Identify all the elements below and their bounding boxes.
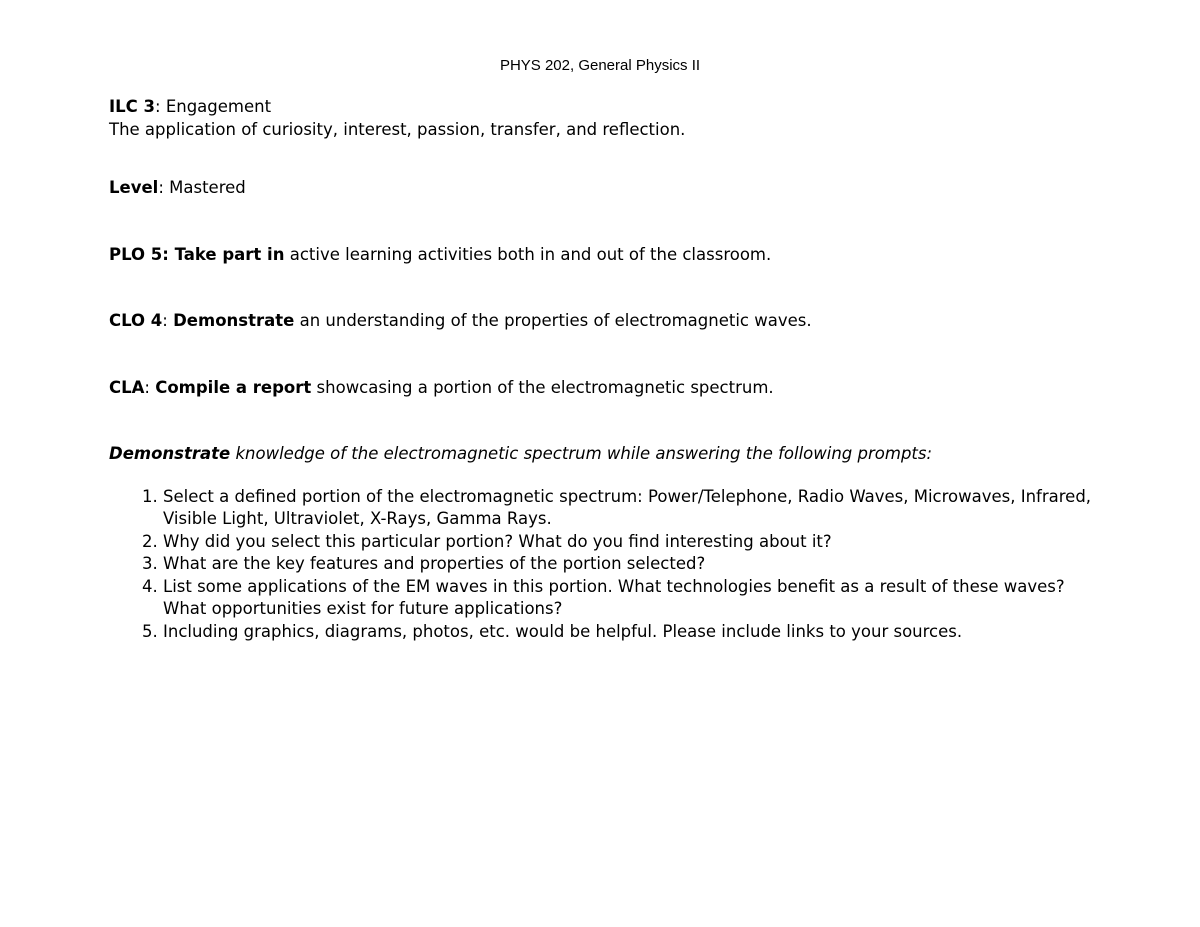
plo-text: active learning activities both in and out of the classroom.	[284, 244, 772, 264]
ilc-line	[109, 96, 1109, 119]
page-header: PHYS 202, General Physics II	[499, 57, 701, 74]
prompt-item: 1. Select a defined portion of the electromagnetic spectrum: Power/Telephone, Radio Waves, Microwaves, Infrared, Visible Light, Ultraviolet, X-Rays, Gamma Rays.	[163, 486, 1109, 531]
level-value: Mastered	[169, 178, 246, 197]
level-line	[109, 177, 1109, 200]
prompt-item: 2. Why did you select this particular portion? What do you find interesting about it?	[163, 531, 1109, 554]
prompt-item: 3. What are the key features and properties of the portion selected?	[163, 553, 1109, 576]
ilc-label: ILC 3	[109, 97, 155, 116]
clo-separator: :	[162, 311, 174, 330]
cla-text: showcasing a portion of the electromagnetic spectrum.	[311, 377, 774, 397]
ilc-description: The application of curiosity, interest, passion, transfer, and reflection.	[109, 119, 686, 139]
clo-text: an understanding of the properties of electromagnetic waves.	[294, 311, 812, 330]
prompts-intro	[109, 443, 1109, 466]
prompts-list	[109, 486, 1109, 644]
plo-label: PLO 5: Take part in	[109, 244, 285, 264]
prompts-intro-verb: Demonstrate	[109, 444, 231, 463]
clo-label: CLO 4	[109, 311, 163, 330]
ilc-separator: :	[155, 97, 166, 116]
clo-line	[109, 310, 1109, 333]
cla-line	[109, 377, 1109, 400]
prompts-intro-text: knowledge of the electromagnetic spectrum while answering the following prompts:	[230, 444, 933, 463]
prompt-item: 4. List some applications of the EM waves in this portion. What technologies benefit as a result of these waves? What opportunities exist for future applications?	[163, 576, 1109, 621]
clo-verb: Demonstrate	[173, 311, 295, 330]
level-label: Level	[109, 178, 159, 197]
cla-separator: :	[144, 377, 156, 397]
cla-verb: Compile a report	[155, 377, 312, 397]
document-body	[109, 96, 1109, 643]
plo-line	[109, 244, 1109, 267]
prompt-item: 5. Including graphics, diagrams, photos, etc. would be helpful. Please include links to your sources.	[163, 621, 1109, 644]
level-separator: :	[158, 178, 170, 197]
ilc-value: Engagement	[165, 97, 272, 116]
cla-label: CLA	[109, 377, 145, 397]
